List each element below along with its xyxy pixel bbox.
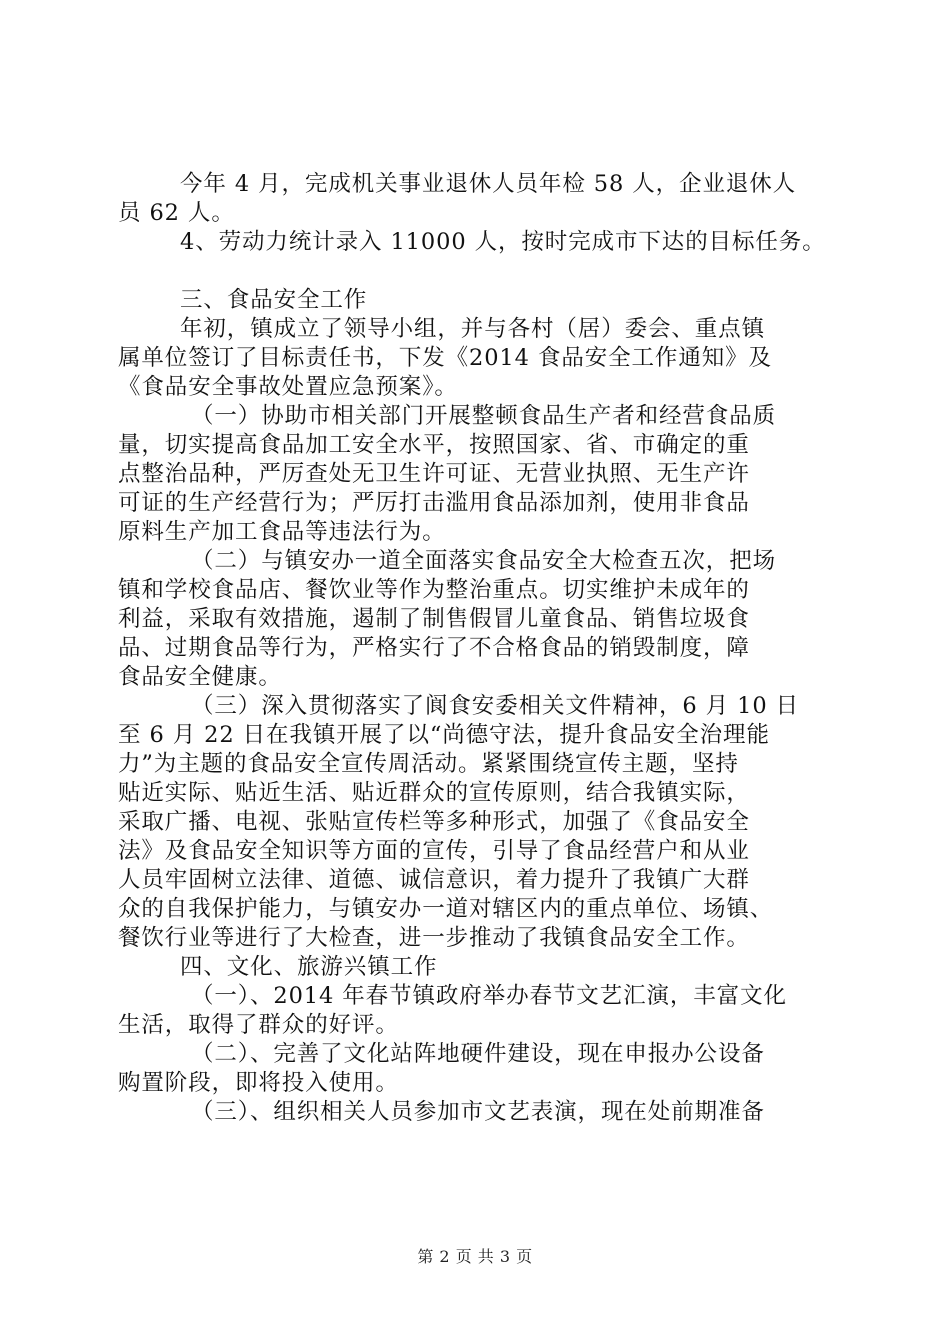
paragraph-line: 《食品安全事故处置应急预案》。 bbox=[118, 374, 458, 400]
paragraph-line: 镇和学校食品店、餐饮业等作为整治重点。切实维护未成年的 bbox=[118, 577, 750, 603]
paragraph-line: 至 6 月 22 日在我镇开展了以“尚德守法，提升食品安全治理能 bbox=[118, 722, 770, 748]
paragraph-line: 品、过期食品等行为，严格实行了不合格食品的销毁制度，障 bbox=[118, 635, 750, 661]
paragraph-line: （三）、组织相关人员参加市文艺表演，现在处前期准备 bbox=[191, 1099, 765, 1125]
paragraph-line: 众的自我保护能力，与镇安办一道对辖区内的重点单位、场镇、 bbox=[118, 896, 774, 922]
section-heading: 四、文化、旅游兴镇工作 bbox=[180, 954, 438, 980]
paragraph-line: 力”为主题的食品安全宣传周活动。紧紧围绕宣传主题，坚持 bbox=[118, 751, 739, 777]
document-body bbox=[118, 170, 838, 1127]
page-footer: 第 2 页 共 3 页 bbox=[417, 1247, 533, 1266]
section-heading: 三、食品安全工作 bbox=[180, 287, 368, 313]
paragraph-line: 点整治品种，严厉查处无卫生许可证、无营业执照、无生产许 bbox=[118, 461, 750, 487]
paragraph-line: 可证的生产经营行为；严厉打击滥用食品添加剂，使用非食品 bbox=[118, 490, 750, 516]
paragraph-line: 人员牢固树立法律、道德、诚信意识，着力提升了我镇广大群 bbox=[118, 867, 750, 893]
paragraph-line: （一）协助市相关部门开展整顿食品生产者和经营食品质 bbox=[191, 403, 777, 429]
paragraph-line: 生活，取得了群众的好评。 bbox=[118, 1012, 399, 1038]
paragraph-line: 员 62 人。 bbox=[118, 200, 235, 226]
paragraph-line: 年初，镇成立了领导小组，并与各村（居）委会、重点镇 bbox=[180, 316, 766, 342]
paragraph-line: 利益，采取有效措施，遏制了制售假冒儿童食品、销售垃圾食 bbox=[118, 606, 750, 632]
paragraph-line: （二）、完善了文化站阵地硬件建设，现在申报办公设备 bbox=[191, 1041, 765, 1067]
paragraph-line: （三）深入贯彻落实了阆食安委相关文件精神，6 月 10 日 bbox=[191, 693, 800, 719]
paragraph-line: 4、劳动力统计录入 11000 人，按时完成市下达的目标任务。 bbox=[180, 229, 826, 255]
paragraph-line: 食品安全健康。 bbox=[118, 664, 282, 690]
paragraph-line: 采取广播、电视、张贴宣传栏等多种形式，加强了《食品安全 bbox=[118, 809, 750, 835]
paragraph-line: 属单位签订了目标责任书，下发《2014 食品安全工作通知》及 bbox=[118, 345, 772, 371]
paragraph-line: 贴近实际、贴近生活、贴近群众的宣传原则，结合我镇实际， bbox=[118, 780, 750, 806]
paragraph-line: 法》及食品安全知识等方面的宣传，引导了食品经营户和从业 bbox=[118, 838, 750, 864]
paragraph-line: 原料生产加工食品等违法行为。 bbox=[118, 519, 446, 545]
blank-line bbox=[118, 257, 838, 286]
paragraph-line: 量，切实提高食品加工安全水平，按照国家、省、市确定的重 bbox=[118, 432, 750, 458]
paragraph-line: 餐饮行业等进行了大检查，进一步推动了我镇食品安全工作。 bbox=[118, 925, 750, 951]
paragraph-line: （一）、2014 年春节镇政府举办春节文艺汇演，丰富文化 bbox=[191, 983, 787, 1009]
paragraph-line: 购置阶段，即将投入使用。 bbox=[118, 1070, 399, 1096]
paragraph-line: （二）与镇安办一道全面落实食品安全大检查五次，把场 bbox=[191, 548, 777, 574]
paragraph-line: 今年 4 月，完成机关事业退休人员年检 58 人，企业退休人 bbox=[180, 171, 797, 197]
